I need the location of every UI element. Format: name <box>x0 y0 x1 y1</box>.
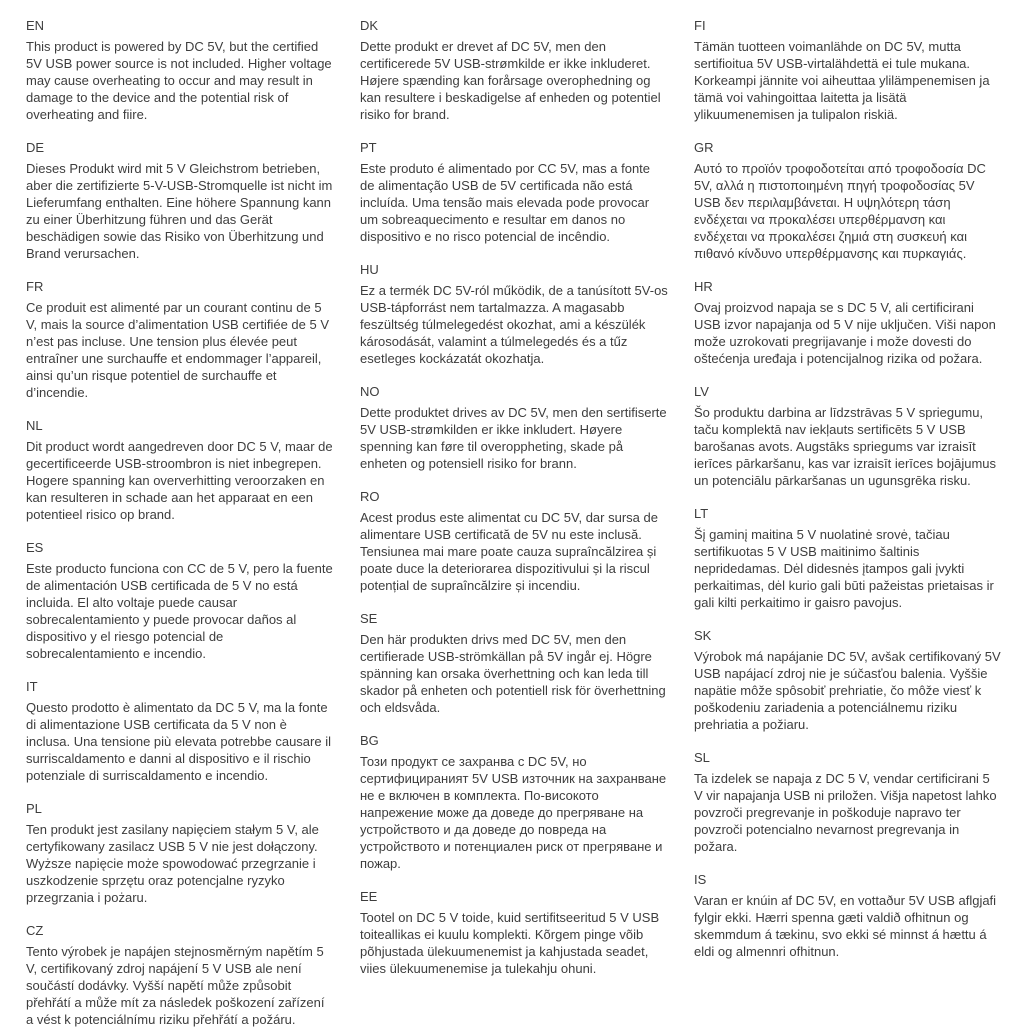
language-code-heading: NO <box>360 383 380 399</box>
language-code-heading: EE <box>360 888 378 904</box>
warning-paragraph: Šį gaminį maitina 5 V nuolatinė srovė, tačiau sertifikuotas 5 V USB maitinimo šaltinis nepridedamas. Dėl didesnės įtampos gali įvykti perkaitimas, dėl kurio gali būti pažeistas prietaisas ir gali kilti perkaitimo ir gaisro pavojus. <box>694 526 994 610</box>
warning-paragraph: Ez a termék DC 5V-ról működik, de a tanúsított 5V-os USB-tápforrást nem tartalmazza. A magasabb feszültség túlmelegedést okozhat, ami a készülék károsodását, valamint a túlmelegedés és a tűz esetleges kockázatát okozhatja. <box>360 282 668 366</box>
warning-paragraph: Ovaj proizvod napaja se s DC 5 V, ali certificirani USB izvor napajanja od 5 V nije uključen. Viši napon može uzrokovati pregrijavanje i može dovesti do oštećenja uređaja i potencijalnog rizika od požara. <box>694 299 996 366</box>
language-code-heading: HU <box>360 261 379 277</box>
language-code-heading: SE <box>360 610 378 626</box>
warning-paragraph: Tento výrobek je napájen stejnosměrným napětím 5 V, certifikovaný zdroj napájení 5 V USB ale není součástí dodávky. Vyšší napětí může způsobit přehřátí a může mít za následek poškození zařízení a vést k potenciálnímu riziku přehřátí a požáru. <box>26 943 325 1027</box>
warning-paragraph: Dette produktet drives av DC 5V, men den sertifiserte 5V USB-strømkilden er ikke inkludert. Høyere spenning kan føre til overoppheting, skade på enheten og potensiell risiko for brann. <box>360 404 667 471</box>
language-code-heading: GR <box>694 139 714 155</box>
warning-paragraph: Den här produkten drivs med DC 5V, men den certifierade USB-strömkällan på 5V ingår ej. Högre spänning kan orsaka överhettning och kan leda till skador på enheten och potentiell risk för överhettning och eldsvåda. <box>360 631 666 715</box>
warning-paragraph: Tootel on DC 5 V toide, kuid sertifitseeritud 5 V USB toiteallikas ei kuulu komplekti. Kõrgem pinge võib põhjustada ülekuumenemist ja kahjustada seadet, viies ülekuumenemise ja tulekahju ohuni. <box>360 909 660 976</box>
warning-paragraph: Αυτό το προϊόν τροφοδοτείται από τροφοδοσία DC 5V, αλλά η πιστοποιημένη πηγή τροφοδοσίας 5V USB δεν περιλαμβάνεται. Η υψηλότερη τάση ενδέχεται να προκαλέσει υπερθέρμανση και ενδέχεται να προκαλέσει ζημιά στη συσκευή και πιθανό κίνδυνο υπερθέρμανσης και πυρκαγιάς. <box>694 160 986 261</box>
language-code-heading: FR <box>26 278 44 294</box>
warning-paragraph: Ten produkt jest zasilany napięciem stałym 5 V, ale certyfikowany zasilacz USB 5 V nie jest dołączony. Wyższe napięcie może spowodować przegrzanie i uszkodzenie sprzętu oraz potencjalne ryzyko przegrzania i pożaru. <box>26 821 319 905</box>
language-code-heading: LV <box>694 383 709 399</box>
language-code-heading: PT <box>360 139 377 155</box>
language-code-heading: BG <box>360 732 379 748</box>
language-code-heading: PL <box>26 800 42 816</box>
warning-paragraph: Este produto é alimentado por CC 5V, mas a fonte de alimentação USB de 5V certificada não está incluída. Uma tensão mais elevada pode provocar um sobreaquecimento e resultar em danos no dispositivo e no risco potencial de incêndio. <box>360 160 651 244</box>
text-column-1 <box>26 18 334 1028</box>
warning-paragraph: Varan er knúin af DC 5V, en vottaður 5V USB aflgjafi fylgir ekki. Hærri spenna gæti valdið ofhitnun og skemmdum á tækinu, svo ekki sé minnst á hættu á eldi og almennri ofhitnun. <box>694 892 997 959</box>
language-code-heading: FI <box>694 18 706 33</box>
warning-paragraph: Acest produs este alimentat cu DC 5V, dar sursa de alimentare USB certificată de 5V nu este inclusă. Tensiunea mai mare poate cauza supraîncălzirea și poate duce la deteriorarea dispozitivului și la riscul potențial de supraîncălzire și incendiu. <box>360 509 658 593</box>
language-code-heading: IT <box>26 678 38 694</box>
warning-paragraph: Dieses Produkt wird mit 5 V Gleichstrom betrieben, aber die zertifizierte 5-V-USB-Stromquelle ist nicht im Lieferumfang enthalten. Eine höhere Spannung kann zu einer Überhitzung führen und das Gerät beschädigen sowie das Risiko von Überhitzung und Brand verursachen. <box>26 160 333 261</box>
language-code-heading: SK <box>694 627 712 643</box>
warning-paragraph: Ta izdelek se napaja z DC 5 V, vendar certificirani 5 V vir napajanja USB ni priložen. Višja napetost lahko povzroči pregrevanje in poškoduje napravo ter povzroči potencialno nevarnost pregrevanja in požara. <box>694 770 997 854</box>
warning-paragraph: Този продукт се захранва с DC 5V, но сертифицираният 5V USB източник на захранване не е включен в комплекта. По-високото напрежение може да доведе до прегряване на устройството и да доведе до повреда на устройството и потенциален риск от прегряване и пожар. <box>360 753 667 871</box>
warning-paragraph: This product is powered by DC 5V, but the certified 5V USB power source is not included. Higher voltage may cause overheating to occur and may result in damage to the device and the potential risk of overheating and fiire. <box>26 38 332 122</box>
language-code-heading: EN <box>26 18 45 33</box>
text-column-2 <box>360 18 668 1028</box>
warning-paragraph: Dit product wordt aangedreven door DC 5 V, maar de gecertificeerde USB-stroombron is niet inbegrepen. Hogere spanning kan oververhitting veroorzaken en kan resulteren in schade aan het apparaat en een potentieel risico op brand. <box>26 438 333 522</box>
language-code-heading: LT <box>694 505 709 521</box>
language-code-heading: IS <box>694 871 707 887</box>
warning-paragraph: Ce produit est alimenté par un courant continu de 5 V, mais la source d’alimentation USB certifiée de 5 V n’est pas incluse. Une tension plus élevée peut entraîner une surchauffe et endommager l’appareil, ainsi qu’un risque potentiel de surchauffe et d’incendie. <box>26 299 330 400</box>
warning-paragraph: Tämän tuotteen voimanlähde on DC 5V, mutta sertifioitua 5V USB-virtalähdettä ei tule mukana. Korkeampi jännite voi aiheuttaa ylilämpenemisen ja tämä voi vahingoittaa laitetta ja lisätä ylikuumenemisen ja tulipalon riskiä. <box>694 38 990 122</box>
text-column-3 <box>694 18 1002 1028</box>
warning-paragraph: Este producto funciona con CC de 5 V, pero la fuente de alimentación USB certificada de 5 V no está incluida. El alto voltaje puede causar sobrecalentamiento y puede provocar daños al dispositivo y el riesgo potencial de sobrecalentamiento e incendio. <box>26 560 333 661</box>
warning-paragraph: Questo prodotto è alimentato da DC 5 V, ma la fonte di alimentazione USB certificata da 5 V non è inclusa. Una tensione più elevata potrebbe causare il surriscaldamento e danni al dispositivo e il rischio potenziale di surriscaldamento e incendio. <box>26 699 331 783</box>
language-code-heading: RO <box>360 488 380 504</box>
warning-paragraph: Dette produkt er drevet af DC 5V, men den certificerede 5V USB-strømkilde er ikke inkluderet. Højere spænding kan forårsage overophedning og kan resultere i beskadigelse af enheden og potentiel risiko for brand. <box>360 38 661 122</box>
language-code-heading: DK <box>360 18 379 33</box>
language-code-heading: SL <box>694 749 710 765</box>
columns-container <box>26 18 1006 1028</box>
warning-paragraph: Šo produktu darbina ar līdzstrāvas 5 V spriegumu, taču komplektā nav iekļauts sertificēts 5 V USB barošanas avots. Augstāks spriegums var izraisīt ierīces pārkaršanu, kas var izraisīt ierīces bojājumus un potenciālu pārkaršanas un ugunsgrēka risku. <box>694 404 997 488</box>
language-code-heading: ES <box>26 539 44 555</box>
language-code-heading: NL <box>26 417 43 433</box>
language-code-heading: HR <box>694 278 713 294</box>
language-code-heading: CZ <box>26 922 44 938</box>
language-code-heading: DE <box>26 139 45 155</box>
warning-paragraph: Výrobok má napájanie DC 5V, avšak certifikovaný 5V USB napájací zdroj nie je súčasťou balenia. Vyššie napätie môže spôsobiť prehriatie, čo môže viesť k poškodeniu zariadenia a potenciálnemu riziku prehriatia a požiaru. <box>694 648 1001 732</box>
